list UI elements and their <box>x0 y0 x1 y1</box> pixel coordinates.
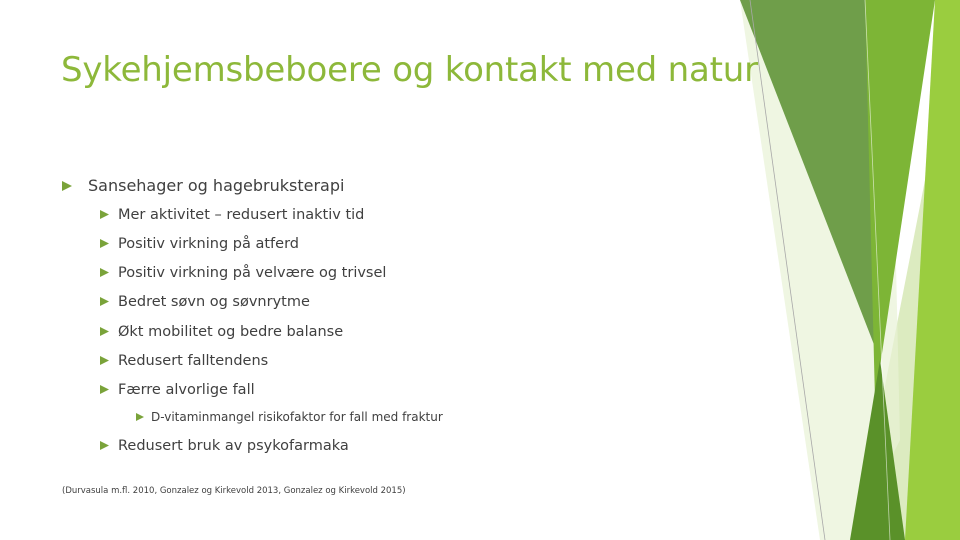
triangle-arrow-icon <box>100 236 118 252</box>
triangle-arrow-icon <box>100 382 118 398</box>
sub-bullet <box>100 353 268 369</box>
main-bullet <box>62 176 344 195</box>
triangle-arrow-icon <box>136 410 151 424</box>
sub-bullet <box>100 324 343 340</box>
sub-bullet-text: Redusert bruk av psykofarmaka <box>118 438 349 454</box>
sub-bullet-text: Positiv virkning på velvære og trivsel <box>118 265 387 281</box>
sub-bullet-text: Færre alvorlige fall <box>118 382 255 398</box>
sub-bullet <box>100 382 255 398</box>
sub-bullet <box>100 438 349 454</box>
sub-bullet-text: Bedret søvn og søvnrytme <box>118 294 310 310</box>
sub-bullet <box>100 294 310 310</box>
page-title: Sykehjemsbeboere og kontakt med natur <box>61 50 758 90</box>
source-citation: (Durvasula m.fl. 2010, Gonzalez og Kirkevold 2013, Gonzalez og Kirkevold 2015) <box>62 486 406 496</box>
triangle-arrow-icon <box>100 207 118 223</box>
sub-bullet <box>100 265 386 281</box>
triangle-arrow-icon <box>100 353 118 369</box>
sub-bullet-text: Positiv virkning på atferd <box>118 236 299 252</box>
sub-sub-bullet <box>136 410 443 424</box>
sub-bullet-text: Mer aktivitet – redusert inaktiv tid <box>118 207 365 223</box>
triangle-arrow-icon <box>100 324 118 340</box>
sub-bullet-text: Redusert falltendens <box>118 353 269 369</box>
sub-bullet-text: Økt mobilitet og bedre balanse <box>118 324 344 340</box>
triangle-arrow-icon <box>62 176 88 195</box>
triangle-arrow-icon <box>100 265 118 281</box>
triangle-arrow-icon <box>100 294 118 310</box>
sub-sub-bullet-text: D-vitaminmangel risikofaktor for fall med fraktur <box>151 410 443 424</box>
sub-bullet <box>100 236 299 252</box>
main-bullet-text: Sansehager og hagebruksterapi <box>88 176 345 195</box>
sub-bullet <box>100 207 364 223</box>
triangle-arrow-icon <box>100 438 118 454</box>
